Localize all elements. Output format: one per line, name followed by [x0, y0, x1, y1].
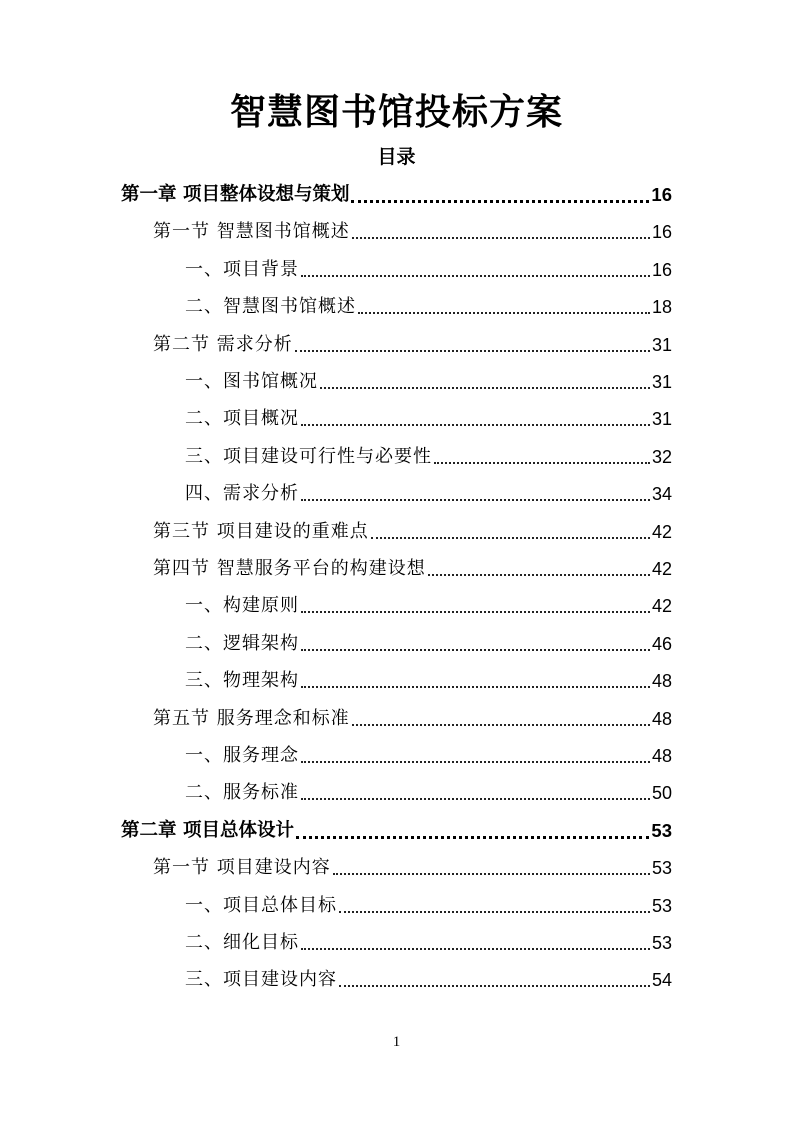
toc-entry-subsection[interactable]: [185, 960, 672, 992]
toc-entry-page: 16: [651, 184, 672, 205]
toc-entry-label: 一、构建原则: [185, 595, 299, 617]
toc-entry-page: 53: [651, 858, 672, 879]
toc-entry-label: 一、服务理念: [185, 745, 299, 766]
dot-leader: [301, 594, 650, 618]
dot-leader: [351, 183, 649, 207]
toc-entry-chapter[interactable]: [121, 811, 672, 843]
toc-entry-page: 46: [651, 633, 672, 654]
toc-entry-label: 二、细化目标: [185, 932, 299, 953]
toc-entry-subsection[interactable]: [185, 287, 672, 319]
toc-entry-subsection[interactable]: [185, 773, 672, 805]
toc-entry-page: 31: [651, 334, 672, 355]
dot-leader: [301, 931, 650, 955]
document-title: 智慧图书馆投标方案: [229, 91, 563, 133]
toc-entry-label: 四、需求分析: [185, 483, 299, 505]
toc-entry-page: 18: [651, 297, 672, 318]
toc-entry-label: 三、物理架构: [185, 670, 299, 692]
toc-entry-label: 第一章 项目整体设想与策划: [121, 184, 350, 205]
toc-entry-label: 二、项目概况: [185, 408, 299, 430]
dot-leader: [352, 220, 650, 244]
toc-entry-page: 42: [651, 559, 672, 579]
toc-heading: 目录: [377, 146, 416, 168]
dot-leader: [295, 333, 650, 357]
toc-entry-label: 二、服务标准: [185, 782, 299, 804]
toc-entry-subsection[interactable]: [185, 586, 672, 618]
toc-entry-section[interactable]: [153, 325, 672, 357]
dot-leader: [301, 258, 650, 282]
toc-entry-page: 16: [651, 222, 672, 243]
toc-entry-label: 一、图书馆概况: [185, 371, 318, 392]
toc-entry-section[interactable]: [153, 212, 672, 244]
dot-leader: [301, 632, 650, 656]
toc-entry-page: 42: [651, 596, 672, 617]
toc-entry-chapter[interactable]: [121, 175, 672, 207]
dot-leader: [301, 669, 650, 693]
toc-entry-page: 16: [651, 259, 672, 280]
toc-entry-label: 第三节 项目建设的重难点: [153, 520, 369, 542]
toc-entry-label: 第五节 服务理念和标准: [153, 707, 350, 729]
dot-leader: [352, 707, 650, 731]
toc-entry-subsection[interactable]: [185, 437, 672, 469]
toc-entry-subsection[interactable]: [185, 474, 672, 506]
toc-entry-page: 48: [651, 746, 672, 766]
dot-leader: [339, 968, 650, 992]
dot-leader: [301, 744, 650, 768]
toc-entry-label: 二、智慧图书馆概述: [185, 296, 356, 318]
toc-entry-page: 54: [651, 970, 672, 991]
toc-entry-page: 42: [651, 521, 672, 542]
toc-entry-page: 32: [651, 446, 672, 467]
toc-entry-subsection[interactable]: [185, 250, 672, 282]
dot-leader: [339, 894, 650, 918]
dot-leader: [434, 445, 650, 469]
toc-entry-page: 53: [651, 895, 672, 916]
toc-entry-label: 三、项目建设可行性与必要性: [185, 445, 432, 467]
toc-entry-page: 31: [651, 409, 672, 430]
toc-entry-page: 48: [651, 708, 672, 729]
toc-entry-label: 第二章 项目总体设计: [121, 819, 294, 841]
toc-entry-label: 一、项目总体目标: [185, 894, 337, 916]
dot-leader: [301, 781, 650, 805]
toc-entry-label: 第一节 智慧图书馆概述: [153, 221, 350, 243]
toc-entry-label: 一、项目背景: [185, 258, 299, 280]
dot-leader: [428, 557, 650, 581]
toc-entry-subsection[interactable]: [185, 624, 672, 656]
toc-entry-section[interactable]: [153, 512, 672, 544]
toc-entry-label: 三、项目建设内容: [185, 969, 337, 991]
toc-entry-subsection[interactable]: [185, 661, 672, 693]
toc-entry-page: 53: [651, 933, 672, 953]
toc-entry-page: 31: [651, 372, 672, 392]
dot-leader: [333, 856, 650, 880]
toc-entry-subsection[interactable]: [185, 399, 672, 431]
toc-entry-page: 50: [651, 783, 672, 804]
toc-entry-label: 二、逻辑架构: [185, 632, 299, 654]
toc-entry-subsection[interactable]: [185, 923, 672, 955]
dot-leader: [358, 295, 650, 319]
toc-entry-section[interactable]: [153, 699, 672, 731]
toc-entry-section[interactable]: [153, 848, 672, 880]
toc-entry-page: 34: [651, 484, 672, 505]
dot-leader: [320, 370, 650, 394]
toc-entry-subsection[interactable]: [185, 886, 672, 918]
toc-entry-label: 第二节 需求分析: [153, 333, 293, 355]
dot-leader: [296, 819, 649, 843]
dot-leader: [301, 482, 650, 506]
toc-entry-page: 53: [651, 819, 672, 841]
toc-entry-subsection[interactable]: [185, 736, 672, 768]
toc-entry-subsection[interactable]: [185, 362, 672, 394]
toc-entry-section[interactable]: [153, 549, 672, 581]
dot-leader: [301, 407, 650, 431]
toc-entry-label: 第一节 项目建设内容: [153, 857, 331, 879]
dot-leader: [371, 520, 650, 544]
toc-entry-page: 48: [651, 671, 672, 692]
page-number: 1: [392, 1034, 401, 1050]
toc-entry-label: 第四节 智慧服务平台的构建设想: [153, 558, 426, 579]
